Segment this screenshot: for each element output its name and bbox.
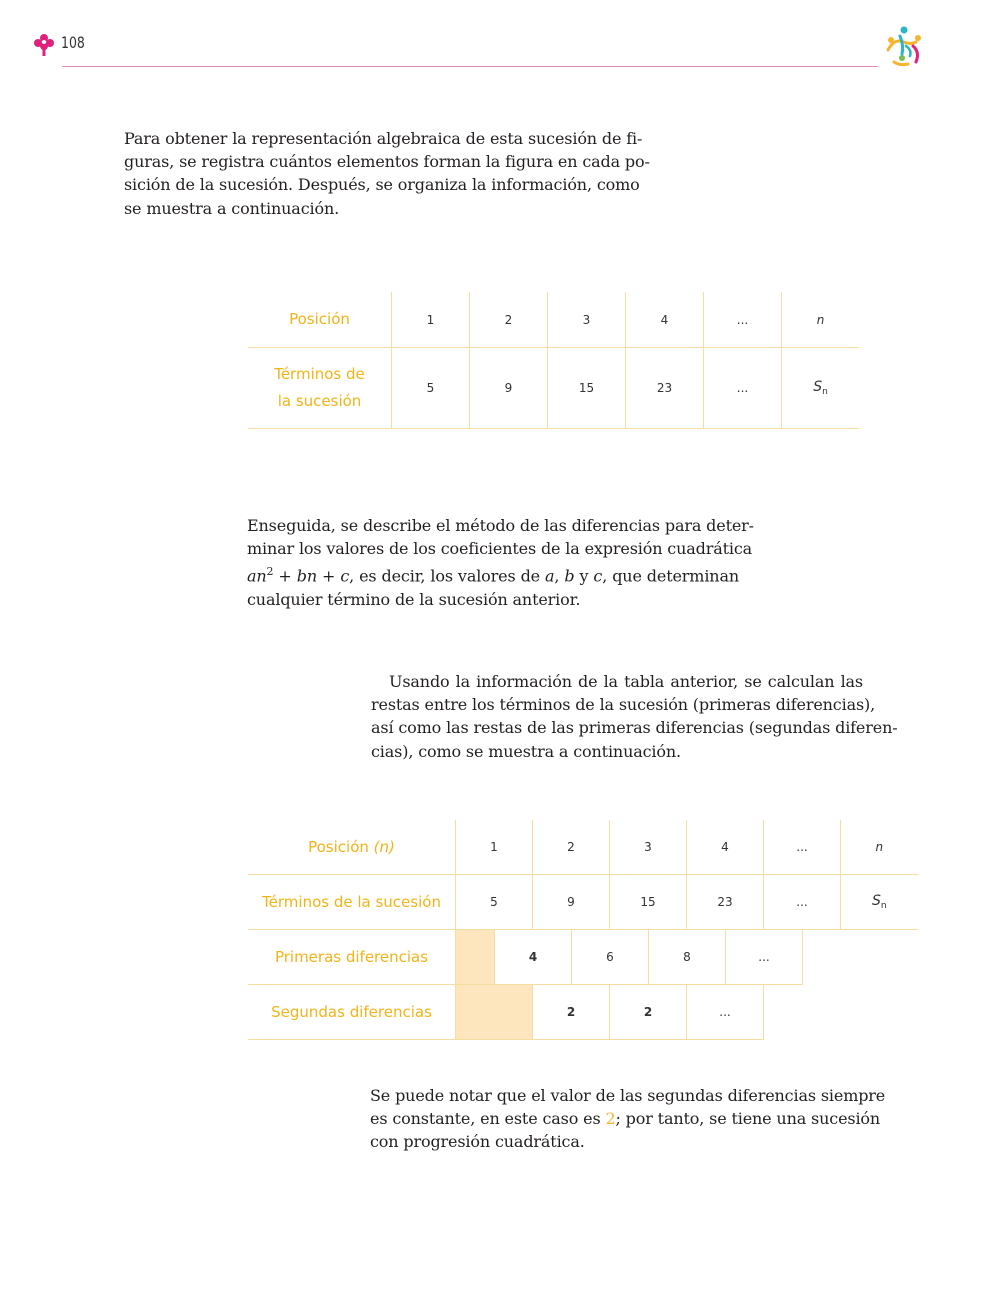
position-variable: (n) bbox=[373, 838, 395, 856]
table-cell: 2 bbox=[533, 985, 610, 1040]
table-cell: 6 bbox=[572, 930, 649, 985]
differences-paragraph bbox=[371, 670, 898, 763]
terms-header-line: Términos de bbox=[274, 365, 365, 383]
sn-base: S bbox=[813, 379, 823, 395]
n-variable: n bbox=[816, 312, 825, 327]
text-line: Enseguida, se describe el método de las diferencias para deter- bbox=[247, 516, 754, 535]
text-line: Usando la información de la tabla anterior, se calculan las bbox=[389, 672, 863, 691]
text-line: cualquier término de la sucesión anterior. bbox=[247, 589, 581, 609]
position-header: Posición bbox=[248, 292, 392, 348]
formula-part: b bbox=[564, 566, 575, 586]
empty-cell bbox=[803, 930, 918, 985]
table-cell: 4 bbox=[687, 820, 764, 875]
formula-exponent: 2 bbox=[266, 565, 274, 579]
shaded-cell bbox=[456, 985, 533, 1040]
formula-part: + bbox=[316, 566, 341, 586]
formula-part: , bbox=[554, 566, 565, 586]
table-cell: ... bbox=[726, 930, 803, 985]
position-header bbox=[248, 820, 456, 875]
formula-part: an bbox=[247, 566, 267, 586]
text-line: así como las restas de las primeras diferencias (segundas diferen- bbox=[371, 718, 898, 738]
table-cell: 5 bbox=[456, 875, 533, 930]
sequence-table bbox=[248, 292, 859, 429]
formula-part: c bbox=[593, 566, 603, 586]
text-line: minar los valores de los coeficientes de la expresión cuadrática bbox=[247, 539, 753, 559]
formula-part: bn bbox=[296, 566, 317, 586]
flower-icon bbox=[33, 32, 55, 56]
table-cell: 4 bbox=[626, 292, 704, 348]
text-line: con progresión cuadrática. bbox=[370, 1132, 585, 1152]
terms-header: Términos de la sucesión bbox=[248, 875, 456, 930]
first-differences-header: Primeras diferencias bbox=[248, 930, 456, 985]
table-cell: 9 bbox=[533, 875, 610, 930]
formula-part: y bbox=[574, 566, 594, 586]
intro-paragraph bbox=[124, 127, 650, 220]
highlight-value: 2 bbox=[605, 1109, 616, 1129]
table-cell: 3 bbox=[610, 820, 687, 875]
n-variable: n bbox=[875, 840, 884, 854]
table-cell: ... bbox=[704, 348, 782, 429]
table-cell: 1 bbox=[456, 820, 533, 875]
text-line: Para obtener la representación algebraica de esta sucesión de fi- bbox=[124, 129, 643, 148]
text-line: Se puede notar que el valor de las segundas diferencias siempre bbox=[370, 1086, 886, 1105]
table-cell: 2 bbox=[610, 985, 687, 1040]
table-cell bbox=[782, 292, 860, 348]
sn-sub: n bbox=[822, 387, 828, 397]
terms-header-line: la sucesión bbox=[277, 392, 362, 410]
page-number: 108 bbox=[61, 33, 85, 52]
table-cell bbox=[841, 820, 918, 875]
table-cell: 5 bbox=[392, 348, 470, 429]
method-paragraph bbox=[247, 514, 754, 611]
sn-base: S bbox=[871, 893, 881, 909]
sn-cell bbox=[782, 348, 860, 429]
text-line: guras, se registra cuántos elementos forman la figura en cada po- bbox=[124, 152, 650, 172]
text-line: restas entre los términos de la sucesión (primeras diferencias), bbox=[371, 695, 876, 715]
table-cell: 3 bbox=[548, 292, 626, 348]
table-cell: ... bbox=[764, 820, 841, 875]
text-line bbox=[370, 1107, 881, 1130]
differences-table bbox=[248, 820, 918, 1040]
formula-part: , es decir, los valores de bbox=[349, 566, 546, 586]
formula-part: , que determinan bbox=[602, 566, 739, 586]
table-cell: ... bbox=[687, 985, 764, 1040]
terms-header bbox=[248, 348, 392, 429]
table-cell: ... bbox=[704, 292, 782, 348]
sn-cell bbox=[841, 875, 918, 930]
table-cell: 23 bbox=[626, 348, 704, 429]
table-cell: 23 bbox=[687, 875, 764, 930]
people-logo-icon bbox=[880, 24, 928, 70]
conclusion-paragraph bbox=[370, 1084, 886, 1154]
empty-cell bbox=[764, 985, 918, 1040]
second-differences-header: Segundas diferencias bbox=[248, 985, 456, 1040]
formula-part: c bbox=[340, 566, 350, 586]
text-part: es constante, en este caso es bbox=[370, 1109, 606, 1129]
shaded-cell bbox=[456, 930, 495, 985]
text-line: sición de la sucesión. Después, se organiza la información, como bbox=[124, 175, 640, 195]
formula-line bbox=[247, 560, 739, 588]
text-line: se muestra a continuación. bbox=[124, 198, 340, 218]
table-cell: 1 bbox=[392, 292, 470, 348]
table-cell: 15 bbox=[548, 348, 626, 429]
header-rule bbox=[62, 66, 878, 67]
table-cell: 2 bbox=[533, 820, 610, 875]
table-cell: 4 bbox=[495, 930, 572, 985]
text-part: ; por tanto, se tiene una sucesión bbox=[615, 1109, 881, 1129]
table-cell: 15 bbox=[610, 875, 687, 930]
table-cell: 9 bbox=[470, 348, 548, 429]
text-line: cias), como se muestra a continuación. bbox=[371, 741, 681, 761]
table-cell: 2 bbox=[470, 292, 548, 348]
position-label: Posición bbox=[308, 838, 374, 856]
formula-part: + bbox=[273, 566, 297, 586]
sn-sub: n bbox=[880, 901, 887, 911]
table-cell: 8 bbox=[649, 930, 726, 985]
formula-part: a bbox=[545, 566, 555, 586]
table-cell: ... bbox=[764, 875, 841, 930]
